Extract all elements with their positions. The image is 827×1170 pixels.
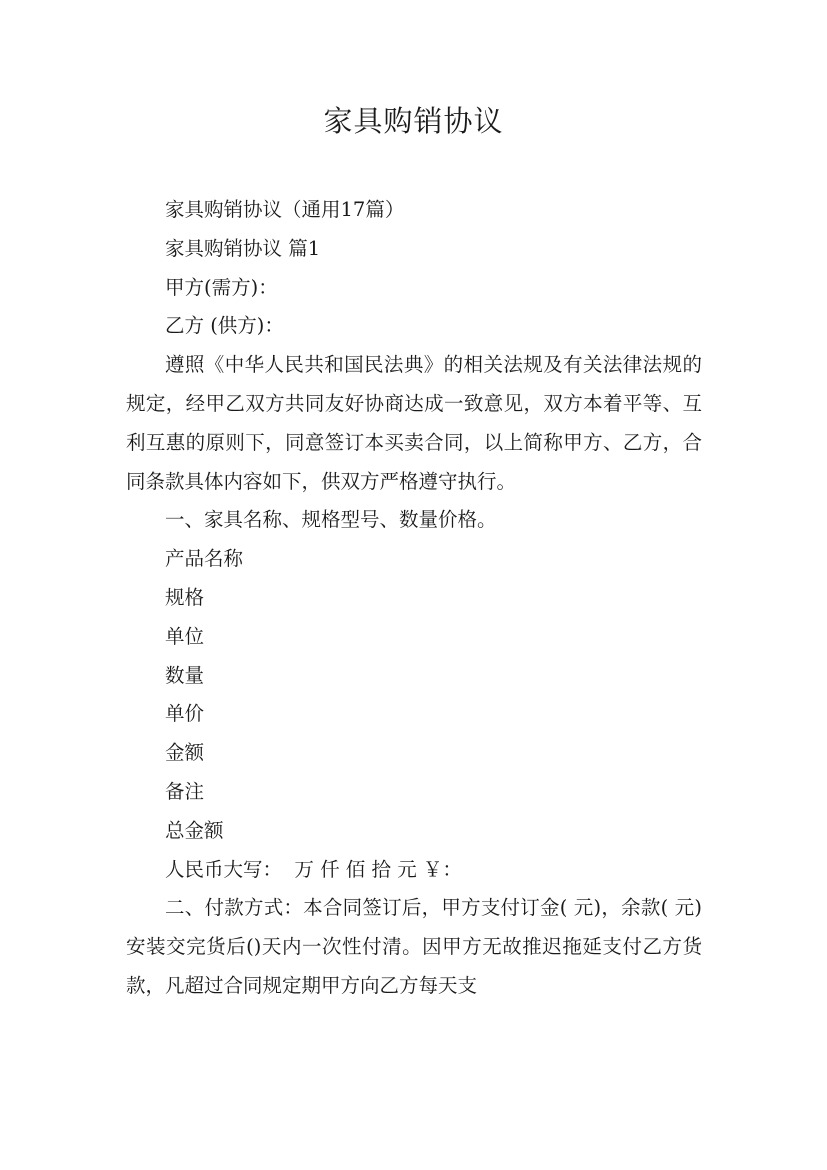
paragraph-clause-2: 二、付款方式：本合同签订后，甲方支付订金( 元)，余款( 元)安装交完货后()天内一次性付清。因甲方无故推迟拖延支付乙方货款，凡超过合同规定期甲方向乙方每天支 [126, 896, 702, 997]
paragraph-clause-1: 一、家具名称、规格型号、数量价格。 [165, 508, 497, 532]
paragraph-field-unit: 单位 [165, 624, 205, 648]
paragraph-field-spec: 规格 [165, 585, 205, 609]
paragraph-party-a: 甲方(需方)： [165, 275, 278, 299]
paragraph-section-heading: 家具购销协议 篇1 [165, 236, 321, 260]
paragraph-field-amount: 金额 [165, 741, 205, 765]
paragraph-field-unit-price: 单价 [165, 702, 205, 726]
document-title: 家具购销协议 [323, 104, 504, 138]
paragraph-field-total: 总金额 [165, 818, 224, 842]
document-body [126, 191, 702, 1006]
paragraph-field-product-name: 产品名称 [165, 547, 244, 571]
paragraph-field-quantity: 数量 [165, 663, 205, 687]
paragraph-subtitle: 家具购销协议（通用17篇） [165, 198, 405, 221]
paragraph-field-remarks: 备注 [165, 779, 205, 803]
paragraph-party-b: 乙方 (供方)： [165, 314, 284, 338]
paragraph-rmb-uppercase: 人民币大写： 万 仟 佰 拾 元 ￥： [165, 857, 462, 881]
paragraph-preamble: 遵照《中华人民共和国民法典》的相关法规及有关法律法规的规定，经甲乙双方共同友好协商达成一致意见，双方本着平等、互利互惠的原则下，同意签订本买卖合同，以上简称甲方、乙方，合同条款具体内容如下，供双方严格遵守执行。 [126, 353, 702, 493]
